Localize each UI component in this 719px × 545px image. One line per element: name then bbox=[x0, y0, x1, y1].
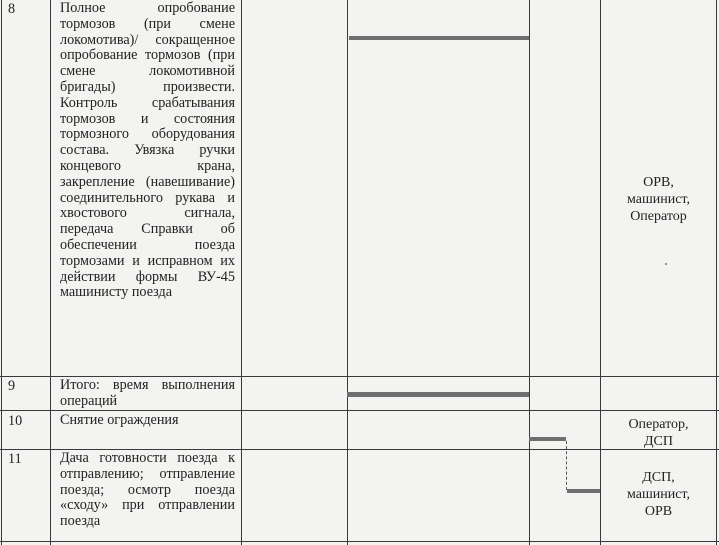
column-divider-responsible bbox=[600, 0, 601, 545]
timeline-bar-row-11 bbox=[567, 489, 600, 493]
operation-text: Полное опробование тормозов (при смене локомотива)/ сокращенное опробование тормозов (при смене локомотивной бригады) произвести. Контроль срабатывания тормозов и состояния тормозного оборудования состава. Увязка ручки концевого крана, закрепление (навешивание) соединительного рукава и хвостового сигнала, передача Справки об обеспечении поезда тормозами и исправном их действии формы ВУ-45 машинисту поезда bbox=[60, 0, 235, 301]
responsible-cell-row-8 bbox=[601, 174, 716, 225]
timeline-bar-row-8 bbox=[349, 36, 529, 40]
responsible-name: ОРВ bbox=[644, 504, 673, 519]
row-divider-9-10 bbox=[0, 410, 719, 411]
responsible-cell-row-11 bbox=[601, 469, 716, 520]
responsible-name: ОРВ, bbox=[643, 175, 674, 190]
responsible-name: ДСП, bbox=[642, 470, 675, 485]
table-border-right bbox=[716, 0, 717, 545]
row-number: 10 bbox=[8, 413, 23, 429]
row-number: 8 bbox=[8, 1, 16, 17]
scan-speck bbox=[665, 263, 667, 265]
timeline-connector bbox=[566, 441, 567, 490]
column-divider-operation bbox=[241, 0, 242, 545]
operation-text: Дача готовности поезда к отправлению; отправление поезда; осмотр поезда «сходу» при отправлении поезда bbox=[60, 450, 235, 530]
row-number: 9 bbox=[8, 378, 16, 394]
responsible-name: Оператор, bbox=[628, 417, 689, 432]
responsible-name: машинист, bbox=[626, 487, 690, 502]
timeline-bar-row-9 bbox=[347, 392, 529, 397]
timeline-bar-row-10 bbox=[529, 437, 566, 441]
operation-text: Снятие ограждения bbox=[60, 412, 179, 428]
responsible-name: машинист, bbox=[626, 192, 690, 207]
table-border-bottom bbox=[0, 541, 719, 542]
responsible-cell-row-10 bbox=[601, 416, 716, 450]
responsible-name: Оператор bbox=[630, 209, 687, 224]
responsible-name: ДСП bbox=[644, 434, 673, 449]
operation-text: Итого: время выполнения операций bbox=[60, 377, 235, 409]
column-divider-num bbox=[50, 0, 51, 545]
column-divider-chart-2 bbox=[529, 0, 530, 545]
row-number: 11 bbox=[8, 451, 22, 467]
column-divider-chart-1 bbox=[347, 0, 348, 545]
table-border-left bbox=[1, 0, 2, 545]
